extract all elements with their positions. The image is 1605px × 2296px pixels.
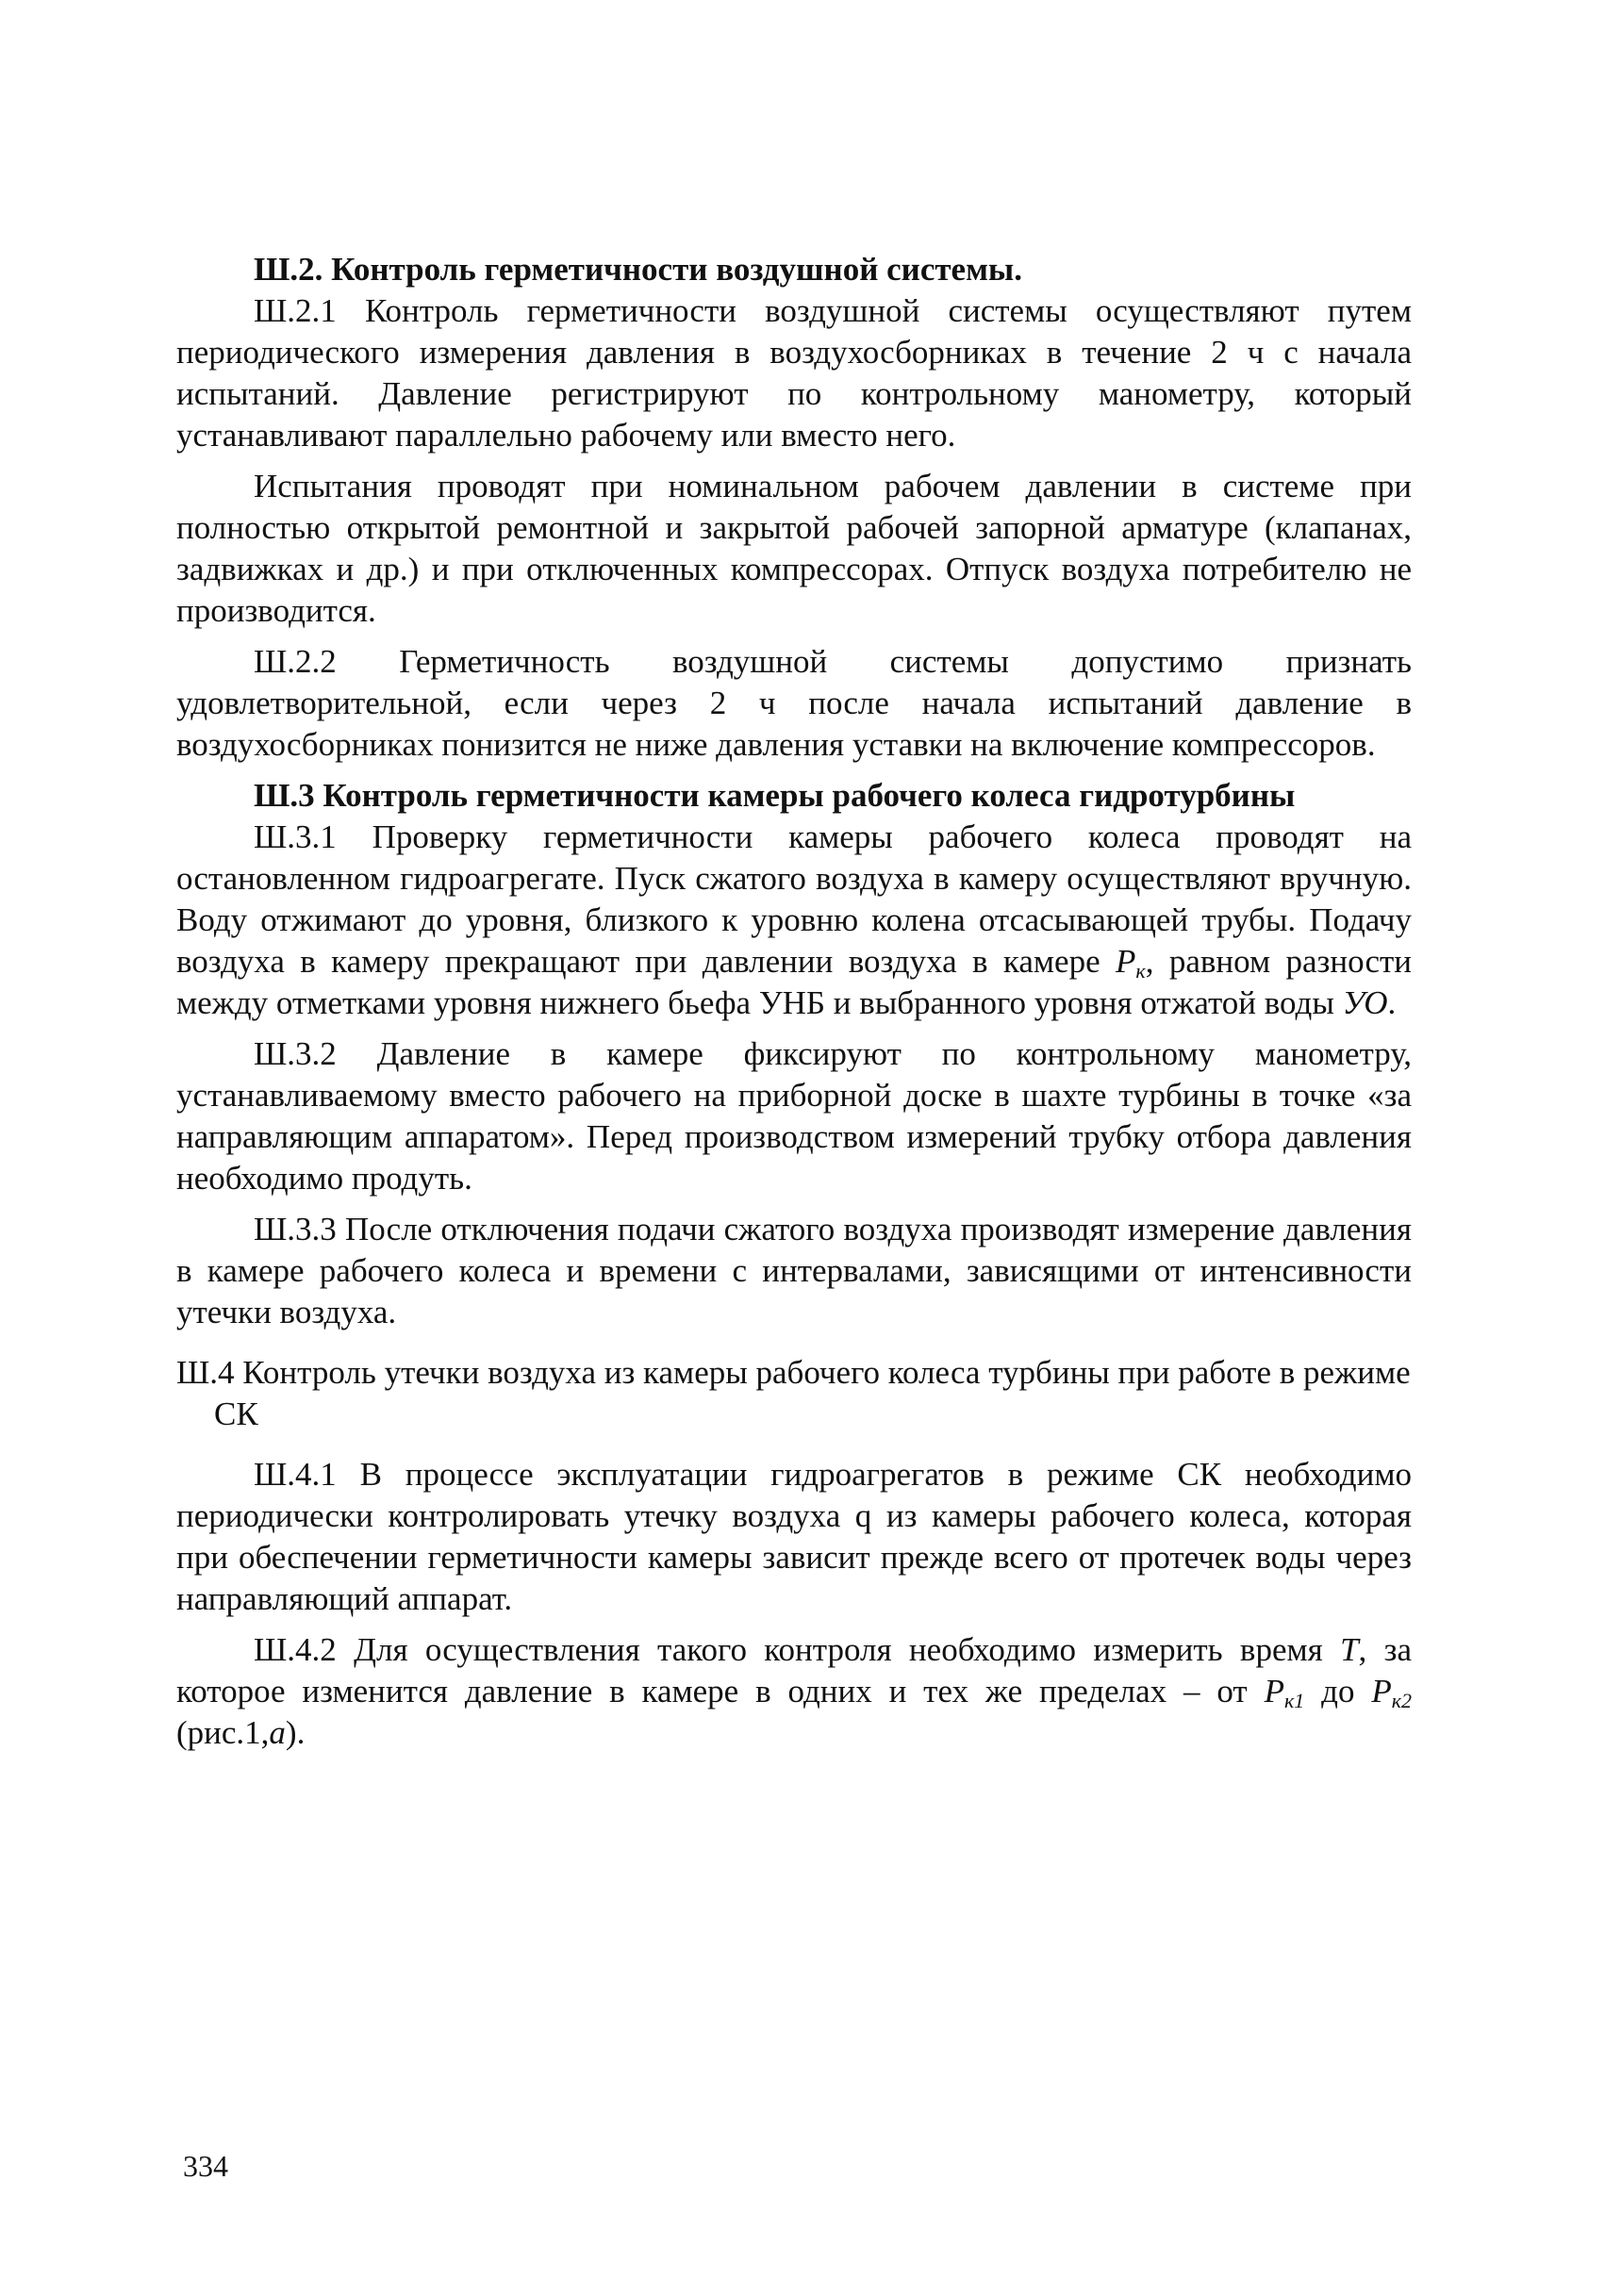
pressure-2-subscript: к2 [1391,1689,1412,1712]
time-symbol: T [1340,1631,1359,1668]
paragraph-4-2-text-b: , за которое изменится давление в камере в одних и тех же пределах – от [176,1631,1412,1710]
paragraph-4-2 [176,1629,1412,1754]
paragraph-4-2-text-e: ). [285,1714,306,1751]
paragraph-4-1: Ш.4.1 В процессе эксплуатации гидроагрегатов в режиме СК необходимо периодически контролировать утечку воздуха q из камеры рабочего колеса, которая при обеспечении герметичности камеры зависит прежде всего от протечек воды через направляющий аппарат. [176,1456,1412,1617]
paragraph-4-2-text-a: Ш.4.2 Для осуществления такого контроля необходимо измерить время [254,1631,1341,1668]
page-number: 334 [183,2149,228,2183]
uo-symbol: УО [1342,984,1388,1021]
page-body [176,249,1412,1754]
paragraph-3-1-text-b: , равном разности между отметками уровня нижнего бьефа УНБ и выбранного уровня отжатой воды [176,943,1413,1021]
paragraph-3-3: Ш.3.3 После отключения подачи сжатого воздуха производят измерение давления в камере рабочего колеса и времени с интервалами, зависящими от интенсивности утечки воздуха. [176,1211,1412,1330]
paragraph-3-1-text-c: . [1387,984,1397,1021]
paragraph-2-2: Ш.2.2 Герметичность воздушной системы допустимо признать удовлетворительной, если через 2 ч после начала испытаний давление в воздухосборниках понизится не ниже давления уставки на включение компрессоров. [176,643,1412,763]
paragraph-4-2-text-d: (рис.1, [176,1714,270,1751]
pressure-subscript: к [1135,959,1146,983]
pressure-1-symbol: P [1264,1673,1284,1710]
paragraph-3-1-text-a: Ш.3.1 Проверку герметичности камеры рабочего колеса проводят на остановленном гидроагрегате. Пуск сжатого воздуха в камеру осуществляют вручную. Воду отжимают до уровня, близкого к уровню колена отсасывающей трубы. Подачу воздуха в камеру прекращают при давлении воздуха в камере [176,818,1412,980]
section-heading-3: Ш.3 Контроль герметичности камеры рабочего колеса гидротурбины [254,777,1296,814]
pressure-2-symbol: P [1371,1673,1392,1710]
paragraph-3-2: Ш.3.2 Давление в камере фиксируют по контрольному манометру, устанавливаемому вместо рабочего на приборной доске в шахте турбины в точке «за направляющим аппаратом». Перед производством измерений трубку отбора давления необходимо продуть. [176,1035,1412,1197]
figure-ref-letter: а [269,1714,286,1751]
paragraph-4-2-text-c: до [1304,1673,1372,1710]
section-heading-4: Ш.4 Контроль утечки воздуха из камеры рабочего колеса турбины при работе в режиме СК [176,1354,1411,1432]
paragraph-2-1-tests: Испытания проводят при номинальном рабочем давлении в системе при полностью открытой ремонтной и закрытой рабочей запорной арматуре (клапанах, задвижках и др.) и при отключенных компрессорах. Отпуск воздуха потребителю не производится. [176,468,1412,629]
paragraph-2-1: Ш.2.1 Контроль герметичности воздушной системы осуществляют путем периодического измерения давления в воздухосборниках в течение 2 ч с начала испытаний. Давление регистрируют по контрольному манометру, который устанавливают параллельно рабочему или вместо него. [176,292,1412,454]
section-heading-2: Ш.2. Контроль герметичности воздушной системы. [254,251,1022,288]
pressure-symbol: P [1116,943,1136,980]
pressure-1-subscript: к1 [1283,1689,1305,1712]
paragraph-3-1 [176,817,1412,1024]
